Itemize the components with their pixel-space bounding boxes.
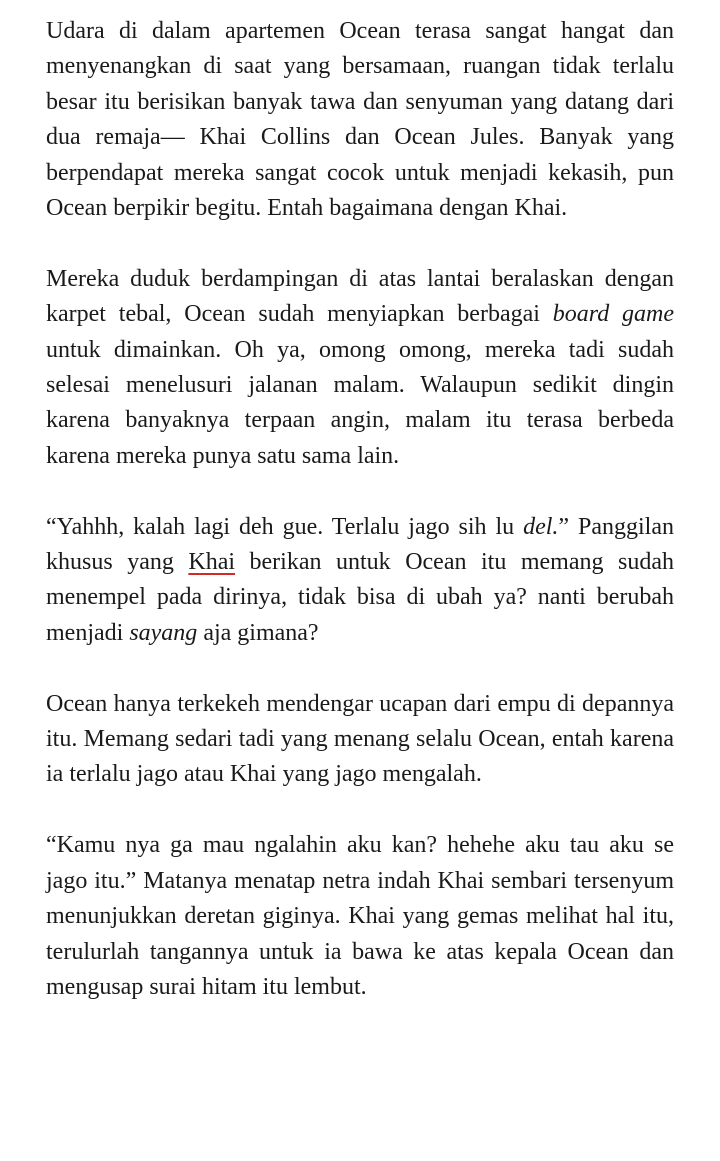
italic-word-sayang: sayang <box>129 619 198 646</box>
document-page <box>46 14 674 1005</box>
paragraph-text: ” Panggilan khusus yang <box>46 513 674 576</box>
paragraph-text: Udara di dalam apartemen Ocean terasa sangat hangat dan menyenangkan di saat yang bersamaan, ruangan tidak terlalu besar itu berisikan banyak tawa dan senyuman yang datang dari dua remaja— Khai Collins dan Ocean Jules. Banyak yang berpendapat mereka sangat cocok untuk menjadi kekasih, pun Ocean berpikir begitu. Entah bagaimana dengan Khai. <box>46 18 674 222</box>
paragraph-text: untuk dimainkan. Oh ya, omong omong, mereka tadi sudah selesai menelusuri jalanan malam. Walaupun sedikit dingin karena banyaknya terpaan angin, malam itu terasa berbeda karena mereka punya satu sama lain. <box>46 336 674 469</box>
italic-word-del: del. <box>523 513 559 540</box>
paragraph-text: “Yahhh, kalah lagi deh gue. Terlalu jago sih lu <box>46 513 524 540</box>
paragraph-text: aja gimana? <box>197 619 319 646</box>
paragraph-text: Mereka duduk berdampingan di atas lantai beralaskan dengan karpet tebal, Ocean sudah menyiapkan berbagai <box>46 265 674 328</box>
paragraph-4 <box>46 687 674 793</box>
paragraph-2 <box>46 262 674 474</box>
paragraph-text: Ocean hanya terkekeh mendengar ucapan dari empu di depannya itu. Memang sedari tadi yang menang selalu Ocean, entah karena ia terlalu jago atau Khai yang jago mengalah. <box>46 690 674 788</box>
paragraph-3 <box>46 510 674 652</box>
paragraph-text: berikan untuk Ocean itu memang sudah menempel pada dirinya, tidak bisa di ubah ya? nanti berubah menjadi <box>46 549 674 646</box>
spellcheck-flagged-word-khai[interactable]: Khai <box>188 549 236 576</box>
paragraph-text: “Kamu nya ga mau ngalahin aku kan? hehehe aku tau aku se jago itu.” Matanya menatap netra indah Khai sembari tersenyum menunjukkan deretan giginya. Khai yang gemas melihat hal itu, terulurlah tangannya untuk ia bawa ke atas kepala Ocean dan mengusap surai hitam itu lembut. <box>46 832 674 1000</box>
italic-term-board-game: board game <box>552 301 675 328</box>
paragraph-5 <box>46 828 674 1005</box>
paragraph-1 <box>46 14 674 226</box>
